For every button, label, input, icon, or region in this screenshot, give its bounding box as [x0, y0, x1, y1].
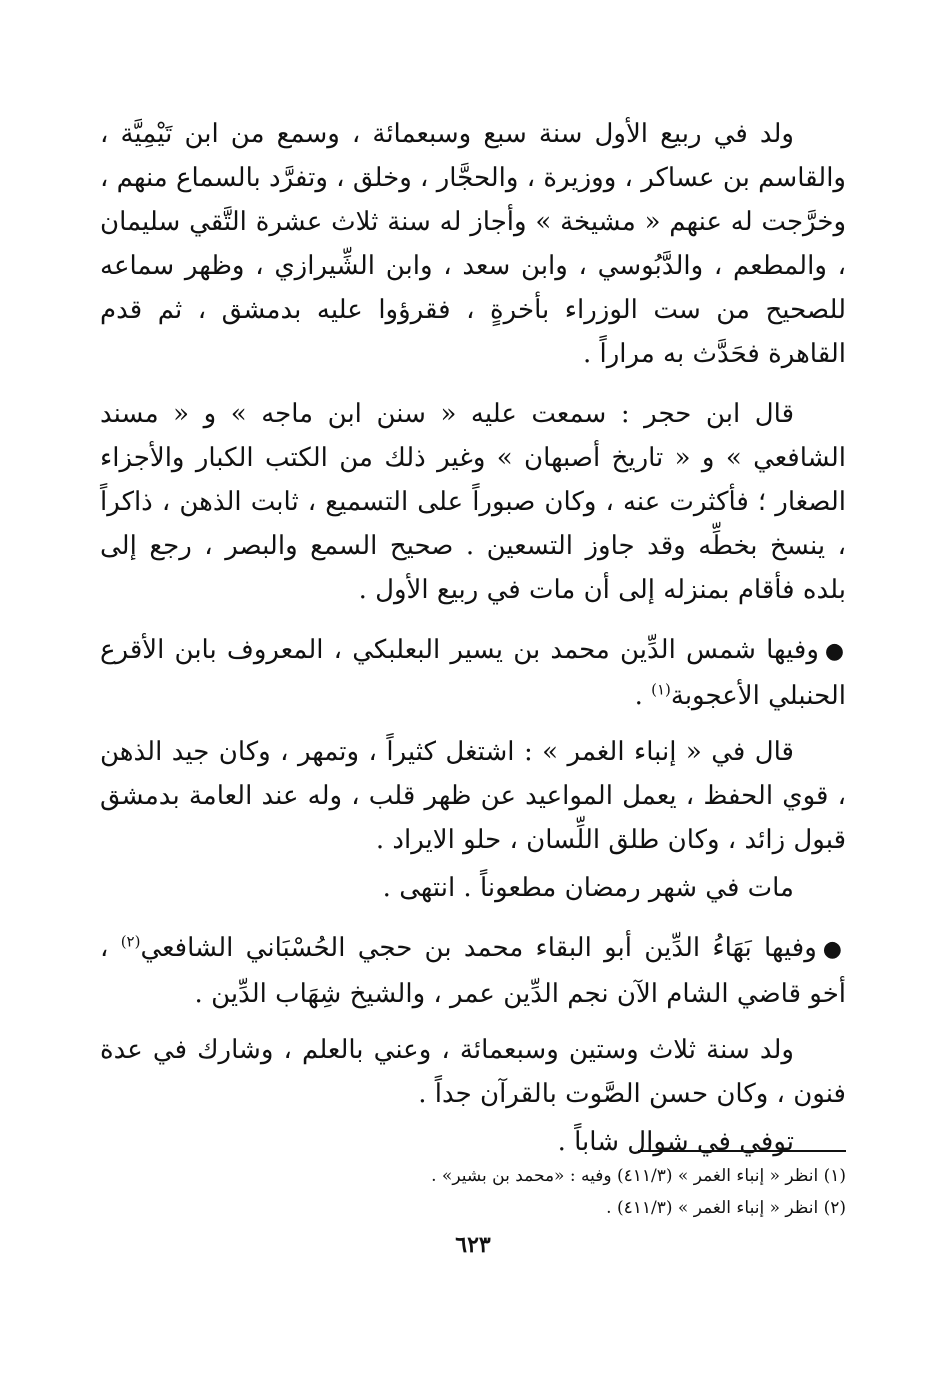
paragraph-baha-al-din [100, 926, 846, 1016]
paragraph-birth-763: ولد سنة ثلاث وستين وسبعمائة ، وعني بالعلم ، وشارك في عدة فنون ، وكان حسن الصَّوت بالقرآن جداً . [100, 1035, 846, 1109]
footnote-divider [638, 1150, 846, 1152]
footnote-ref[interactable]: (١) [651, 680, 671, 699]
footnote-1: (١) انظر « إنباء الغمر » (٤١١/٣) وفيه : «محمد بن بشير» . [431, 1166, 846, 1186]
paragraph-shams-al-din [100, 628, 846, 718]
entry-text: وفيها شمس الدِّين محمد بن يسير البعلبكي ، المعروف بابن الأقرع الحنبلي الأعجوبة [100, 635, 846, 711]
paragraph-birth: ولد في ربيع الأول سنة سبع وسبعمائة ، وسمع من ابن تَيْمِيَّة ، والقاسم بن عساكر ، ووزيرة ، والحجَّار ، وخلق ، وتفرَّد بالسماع منهم ، وخرَّجت له عنهم « مشيخة » وأجاز له سنة ثلاث عشرة التَّقي سليمان ، والمطعم ، والدَّبُوسي ، وابن سعد ، وابن الشِّيرازي ، وظهر سماعه للصحيح من ست الوزراء بأخرةٍ ، فقرؤوا عليه بدمشق ، ثم قدم القاهرة فحَدَّث به مراراً . [100, 119, 846, 369]
entry-tail: ، أخو قاضي الشام الآن نجم الدِّين عمر ، والشيخ شِهَاب الدِّين . [100, 933, 846, 1009]
bullet-icon: ● [824, 639, 847, 664]
footnote-2: (٢) انظر « إنباء الغمر » (٤١١/٣) . [606, 1198, 846, 1218]
entry-text: وفيها بَهَاءُ الدِّين أبو البقاء محمد بن حجي الحُسْبَاني الشافعي [140, 933, 817, 963]
footnote-ref[interactable]: (٢) [120, 932, 141, 951]
paragraph-death-shawwal: توفي في شوال شاباً . [557, 1127, 794, 1157]
bullet-icon: ● [822, 937, 847, 962]
main-text [100, 112, 846, 1164]
entry-tail: . [634, 681, 652, 711]
paragraph-ibn-hajar: قال ابن حجر : سمعت عليه « سنن ابن ماجه » و « مسند الشافعي » و « تاريخ أصبهان » وغير ذلك من الكتب الكبار والأجزاء الصغار ؛ فأكثرت عنه ، وكان صبوراً على التسميع ، ثابت الذهن ، ذاكراً ، ينسخ بخطِّه وقد جاوز التسعين . صحيح السمع والبصر ، رجع إلى بلده فأقام بمنزله إلى أن مات في ربيع الأول . [100, 399, 846, 605]
paragraph-inba-al-ghumr: قال في « إنباء الغمر » : اشتغل كثيراً ، وتمهر ، وكان جيد الذهن ، قوي الحفظ ، يعمل المواعيد عن ظهر قلب ، وله عند العامة بدمشق قبول زائد ، وكان طلق اللِّسان ، حلو الايراد . [100, 737, 846, 855]
paragraph-death-ramadan: مات في شهر رمضان مطعوناً . انتهى . [382, 873, 794, 903]
page-number: ٦٢٣ [455, 1232, 491, 1258]
footnotes [100, 1160, 846, 1224]
